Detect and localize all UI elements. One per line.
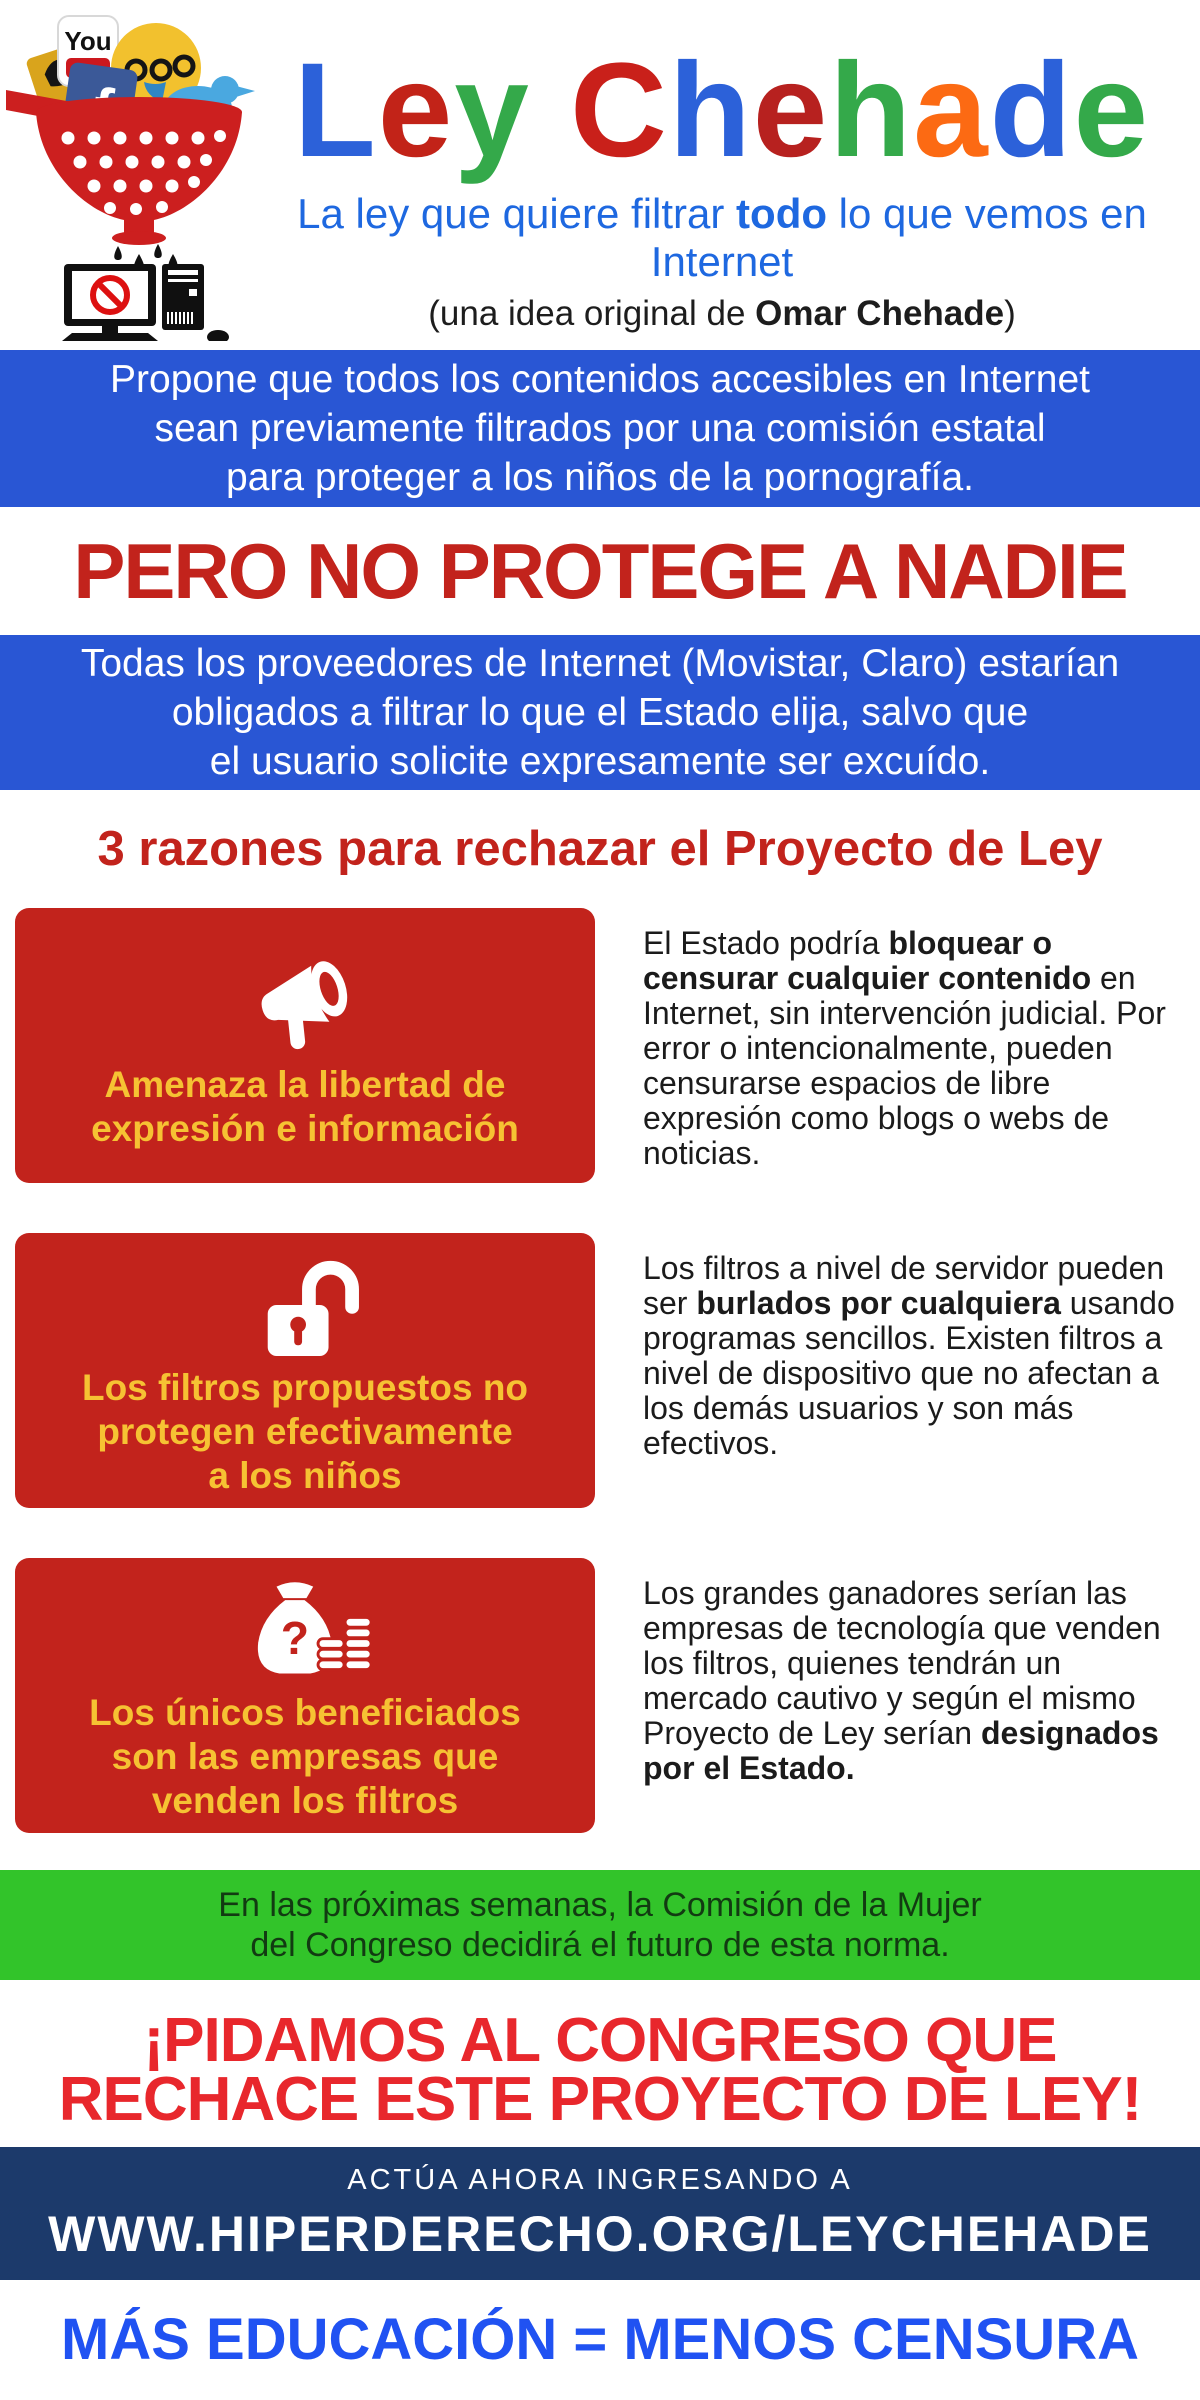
credit-post: ) xyxy=(1004,294,1016,334)
title-letter: e xyxy=(377,36,455,185)
reason-caption-1 xyxy=(91,1063,519,1151)
footer-slogan: MÁS EDUCACIÓN = MENOS CENSURA xyxy=(61,2307,1139,2372)
caption-line: Los únicos beneficiados xyxy=(89,1691,521,1733)
desc-segment: usando programas sencillos. Existen filtros a nivel de dispositivo que no afectan a los demás usuarios y son más efectivos. xyxy=(643,1285,1175,1461)
desc-segment: El Estado podría xyxy=(643,925,889,961)
megaphone-icon xyxy=(244,941,366,1053)
proposal-banner xyxy=(0,350,1200,507)
title-letter: L xyxy=(293,36,378,185)
money-bag-icon xyxy=(235,1569,375,1681)
reason-description-2 xyxy=(643,1233,1191,1508)
desc-segment-bold: bloquear o censurar cualquier contenido xyxy=(643,925,1092,996)
title-letter xyxy=(531,36,570,185)
desc-segment: en Internet, sin intervención judicial. Por error o intencionalmente, pueden censurarse espacios de libre expresión como blogs o webs de noticias. xyxy=(643,960,1166,1171)
title-letter: C xyxy=(570,36,669,185)
credit-pre: (una idea original de xyxy=(428,294,756,334)
title-block xyxy=(252,0,1192,334)
desc-segment-bold: burlados por cualquiera xyxy=(696,1285,1061,1321)
title-letter: a xyxy=(913,36,990,185)
providers-banner xyxy=(0,635,1200,790)
reason-row-2 xyxy=(15,1233,1200,1508)
proposal-line-2: sean previamente filtrados por una comisión estatal xyxy=(154,407,1046,450)
desc-segment: Los grandes ganadores serían las empresas de tecnología que venden los filtros, quienes tendrán un mercado cautivo y según el mismo Proyecto de Ley serían xyxy=(643,1575,1161,1751)
reasons-list xyxy=(0,908,1200,1833)
callout-line-2: RECHACE ESTE PROYECTO DE LEY! xyxy=(58,2065,1142,2134)
open-padlock-icon xyxy=(246,1244,364,1356)
colander-icon xyxy=(6,90,242,245)
caption-line: venden los filtros xyxy=(151,1779,459,1821)
reason-card-1 xyxy=(15,908,595,1183)
title-letter: e xyxy=(752,36,830,185)
blocked-computer-icon xyxy=(62,264,229,341)
reason-row-3 xyxy=(15,1558,1200,1833)
desc-segment: Los filtros a nivel de servidor pueden ser xyxy=(643,1250,1165,1321)
svg-text:?: ? xyxy=(280,1611,310,1664)
reason-caption-3 xyxy=(89,1691,521,1823)
callout-reject xyxy=(0,2008,1200,2132)
congress-line-1: En las próximas semanas, la Comisión de la Mujer xyxy=(218,1886,982,1924)
svg-text:You: You xyxy=(64,26,112,56)
cta-url-link[interactable]: WWW.HIPERDERECHO.ORG/LEYCHEHADE xyxy=(48,2206,1152,2262)
proposal-line-3: para proteger a los niños de la pornografía. xyxy=(226,456,974,499)
title-letter: h xyxy=(829,36,914,185)
congress-banner xyxy=(0,1870,1200,1980)
credit-author: Omar Chehade xyxy=(755,294,1005,334)
caption-line: Los filtros propuestos no xyxy=(81,1366,529,1408)
desc-segment-bold: designados por el Estado. xyxy=(643,1715,1159,1786)
social-media-colander-logo xyxy=(6,6,256,341)
reason-card-2 xyxy=(15,1233,595,1508)
credit-line xyxy=(252,294,1192,334)
title-letter: h xyxy=(668,36,753,185)
title-letter: y xyxy=(454,36,531,185)
reason-caption-2 xyxy=(82,1366,528,1498)
providers-line-1: Todas los proveedores de Internet (Movistar, Claro) estarían xyxy=(80,642,1120,685)
reason-card-3 xyxy=(15,1558,595,1833)
subtitle xyxy=(252,190,1192,286)
caption-line: Amenaza la libertad de xyxy=(104,1063,506,1105)
subtitle-bold: todo xyxy=(736,190,827,238)
subtitle-pre: La ley que quiere filtrar xyxy=(297,190,737,238)
reason-row-1 xyxy=(15,908,1200,1183)
cta-kicker: ACTÚA AHORA INGRESANDO A xyxy=(347,2164,853,2196)
caption-line: a los niños xyxy=(208,1454,402,1496)
reason-description-1 xyxy=(643,908,1191,1183)
caption-line: protegen efectivamente xyxy=(97,1410,513,1452)
title-letter: e xyxy=(1073,36,1151,185)
proposal-line-1: Propone que todos los contenidos accesibles en Internet xyxy=(110,358,1090,401)
headline-no-protege: PERO NO PROTEGE A NADIE xyxy=(73,526,1127,615)
congress-line-2: del Congreso decidirá el futuro de esta norma. xyxy=(250,1926,950,1964)
mouse-icon xyxy=(207,330,229,341)
reasons-heading: 3 razones para rechazar el Proyecto de Ley xyxy=(97,822,1103,876)
caption-line: son las empresas que xyxy=(111,1735,499,1777)
caption-line: expresión e información xyxy=(91,1107,519,1149)
reason-description-3 xyxy=(643,1558,1191,1833)
cta-banner xyxy=(0,2147,1200,2280)
providers-line-2: obligados a filtrar lo que el Estado elija, salvo que xyxy=(171,691,1029,734)
page-title xyxy=(252,34,1192,188)
title-letter: d xyxy=(989,36,1074,185)
header xyxy=(0,0,1200,350)
providers-line-3: el usuario solicite expresamente ser excuído. xyxy=(209,740,991,783)
callout-line-1: ¡PIDAMOS AL CONGRESO QUE xyxy=(143,2006,1057,2075)
subtitle-post: lo que vemos en Internet xyxy=(650,190,1147,286)
